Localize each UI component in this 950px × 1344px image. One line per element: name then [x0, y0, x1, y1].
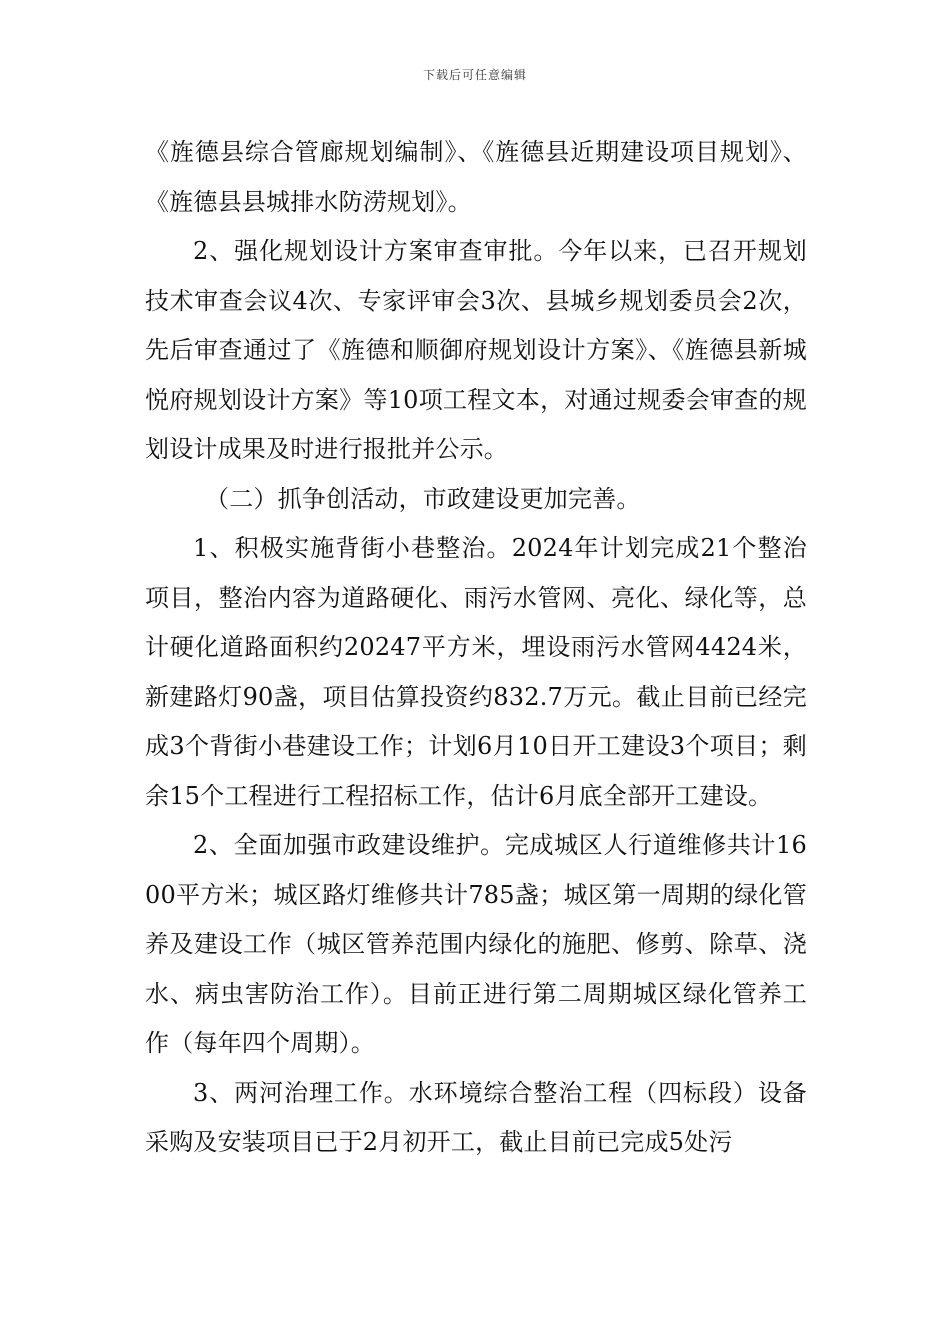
page-header-note: 下载后可任意编辑 [422, 68, 527, 82]
paragraph-river-governance: 3、两河治理工作。水环境综合整治工程（四标段）设备采购及安装项目已于2月初开工，截止目前已完成5处污 [145, 1078, 807, 1156]
paragraph-review-approval: 2、强化规划设计方案审查审批。今年以来，已召开规划技术审查会议4次、专家评审会3次、县城乡规划委员会2次，先后审查通过了《旌德和顺御府规划设计方案》、《旌德县新城悦府规划设计方案》等10项工程文本，对通过规委会审查的规划设计成果及时进行报批并公示。 [145, 237, 807, 463]
document-body [145, 128, 807, 1168]
paragraph-plan-titles: 《旌德县综合管廊规划编制》、《旌德县近期建设项目规划》、《旌德县县城排水防涝规划》。 [145, 138, 807, 216]
section-heading-municipal: （二）抓争创活动，市政建设更加完善。 [205, 484, 641, 513]
paragraph-municipal-maintenance: 2、全面加强市政建设维护。完成城区人行道维修共计1600平方米；城区路灯维修共计785盏；城区第一周期的绿化管养及建设工作（城区管养范围内绿化的施肥、修剪、除草、浇水、病虫害防治工作）。目前正进行第二周期城区绿化管养工作（每年四个周期）。 [145, 831, 807, 1057]
paragraph-alley-renovation: 1、积极实施背街小巷整治。2024年计划完成21个整治项目，整治内容为道路硬化、雨污水管网、亮化、绿化等，总计硬化道路面积约20247平方米，埋设雨污水管网4424米，新建路灯90盏，项目估算投资约832.7万元。截止目前已经完成3个背街小巷建设工作；计划6月10日开工建设3个项目；剩余15个工程进行工程招标工作，估计6月底全部开工建设。 [145, 534, 807, 810]
